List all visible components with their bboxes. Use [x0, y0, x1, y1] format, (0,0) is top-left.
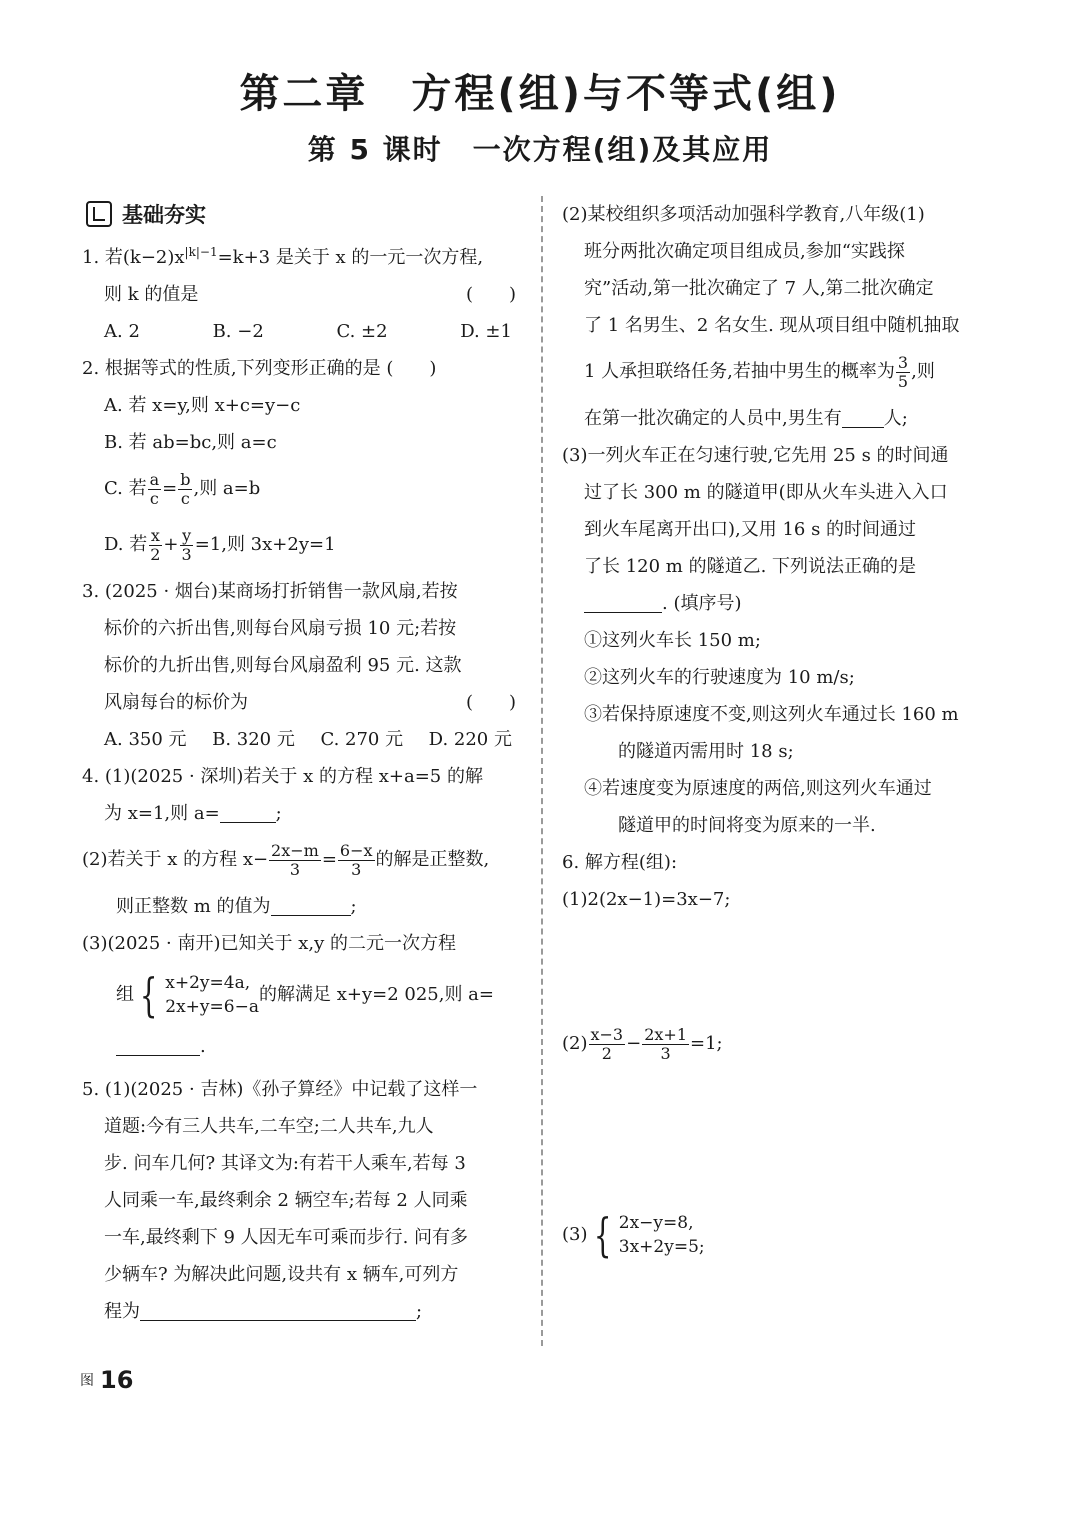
- page-number: [80, 1366, 133, 1394]
- section-label: 基础夯实: [122, 203, 206, 227]
- question-5-part-1: 5. (1)(2025 · 吉林)《孙子算经》中记载了这样一 道题:今有三人共车,二车空;二人共车,九人 步. 问车几何? 其译文为:有若干人乘车,若每 3 人同乘一车,最终剩余 2 辆空车;若每 2 人同乘 一车,最终剩下 9 人因无车可乘而步行. 问有多 少辆车? 为解决此问题,设共有 x 辆车,可列方 程为 ;: [82, 1079, 478, 1322]
- lesson-title: 第 5 课时 一次方程(组)及其应用: [307, 133, 773, 166]
- answer-blank[interactable]: [584, 592, 662, 613]
- column-divider: [541, 196, 543, 1346]
- equation-2: (2) $\frac{x-3}{2}$ − $\frac{2x+1}{3}$ =1;: [562, 1024, 723, 1063]
- option-d[interactable]: D. 若 $\frac{x}{2}$ + $\frac{y}{3}$ =1,则 3x+2y=1: [104, 525, 336, 564]
- page-icon: 图: [80, 1373, 94, 1389]
- equation-1: (1)2(2x−1)=3x−7;: [562, 889, 731, 910]
- answer-parentheses[interactable]: ( ): [465, 692, 516, 713]
- question-3: 3. (2025 · 烟台)某商场打折销售一款风扇,若按 标价的六折出售,则每台风扇亏损 10 元;若按 标价的九折出售,则每台风扇盈利 95 元. 这款 风扇每台的标价为 ( ) A. 350 元 B. 320 元 C. 270 元 D. 220 元: [82, 573, 522, 758]
- section-header: [82, 196, 522, 232]
- chapter-title: 第二章 方程(组)与不等式(组): [239, 71, 841, 117]
- answer-blank[interactable]: [271, 895, 351, 916]
- brace: {: [593, 1208, 611, 1262]
- statement-2: ②这列火车的行驶速度为 10 m/s;: [584, 667, 855, 688]
- question-1: 1. 若$(k-2)x^{|k|-1}=k+3$ 是关于 x 的一元一次方程, 则 k 的值是 ( ) A. 2 B. −2 C. ±2 D. ±1: [82, 234, 522, 350]
- option-d[interactable]: D. 220 元: [428, 729, 512, 750]
- option-b[interactable]: B. 若 ab=bc,则 a=c: [104, 432, 277, 453]
- question-2: 2. 根据等式的性质,下列变形正确的是 ( ) A. 若 x=y,则 x+c=y−c B. 若 ab=bc,则 a=c C. 若 $\frac{a}{c}$ = $\frac{b}{c}$ ,则 a=b D. 若 $\frac{x}{2}$ + $\frac{y}{3}$ =1,则 3x+2y=1: [82, 350, 522, 573]
- options: [82, 721, 522, 758]
- statement-1: ①这列火车长 150 m;: [584, 630, 761, 651]
- options: [82, 313, 522, 350]
- statement-4: ④若速度变为原速度的两倍,则这列火车通过: [584, 778, 932, 799]
- question-6: 6. 解方程(组): (1)2(2x−1)=3x−7; (2) $\frac{x-3}{2}$ − $\frac{2x+1}{3}$ =1; (3) { 2x−y=8, 3x+2y=5;: [562, 844, 1002, 1408]
- book-icon: [86, 201, 112, 227]
- work-space[interactable]: [562, 1268, 1002, 1408]
- answer-parentheses[interactable]: ( ): [465, 284, 516, 305]
- option-b[interactable]: B. 320 元: [212, 729, 295, 750]
- option-a[interactable]: A. 若 x=y,则 x+c=y−c: [104, 395, 301, 416]
- right-column: [562, 196, 1002, 1408]
- option-c[interactable]: C. 270 元: [320, 729, 404, 750]
- option-a[interactable]: A. 2: [104, 321, 140, 342]
- statement-3: ③若保持原速度不变,则这列火车通过长 160 m: [584, 704, 959, 725]
- option-c[interactable]: C. ±2: [336, 321, 388, 342]
- question-5-part-3: (3)一列火车正在匀速行驶,它先用 25 s 的时间通 过了长 300 m 的隧道甲(即从火车头进入入口 到火车尾离开出口),又用 16 s 的时间通过 了长 120 m 的隧道乙. 下列说法正确的是 . (填序号) ①这列火车长 150 m; ②这列火车的行驶速度为 10 m/s; ③若保持原速度不变,则这列火车通过长 160 m 的隧道丙需用时 18 s; ④若速度变为原速度的两倍,则这列火车通过 隧道甲的时间将变为原来的一半.: [562, 437, 1002, 844]
- work-space[interactable]: [562, 1072, 1002, 1202]
- answer-blank[interactable]: [220, 802, 276, 823]
- option-d[interactable]: D. ±1: [460, 321, 512, 342]
- question-5-part-2: (2)某校组织多项活动加强科学教育,八年级(1) 班分两批次确定项目组成员,参加“实践探 究”活动,第一批次确定了 7 人,第二批次确定 了 1 名男生、2 名女生. 现从项目组中随机抽取 1 人承担联络任务,若抽中男生的概率为 $\frac{3}{5}$ ,则 在第一批次确定的人员中,男生有 人;: [562, 204, 960, 429]
- answer-blank[interactable]: [116, 1035, 200, 1056]
- option-b[interactable]: B. −2: [212, 321, 264, 342]
- brace: {: [139, 968, 158, 1022]
- question-4: 4. (1)(2025 · 深圳)若关于 x 的方程 x+a=5 的解 为 x=1,则 a= ; (2)若关于 x 的方程 x− $\frac{2x-m}{3}$ = $\frac{6-x}{3}$ 的解是正整数, 则正整数 m 的值为 ; (3)(2025 · 南开)已知关于 x,y 的二元一次方程 组 { x+2y=4a, 2x+y=6−a 的解满足 x+y=2 025,则 a= .: [82, 766, 494, 1057]
- page-number-text: 16: [100, 1366, 134, 1394]
- equation-3: (3) { 2x−y=8, 3x+2y=5;: [562, 1208, 705, 1262]
- option-a[interactable]: A. 350 元: [104, 729, 187, 750]
- work-space[interactable]: [562, 918, 1002, 1016]
- answer-blank[interactable]: [842, 407, 884, 428]
- left-column: [82, 196, 522, 1330]
- answer-blank[interactable]: [140, 1300, 416, 1321]
- option-c[interactable]: C. 若 $\frac{a}{c}$ = $\frac{b}{c}$ ,则 a=b: [104, 469, 261, 508]
